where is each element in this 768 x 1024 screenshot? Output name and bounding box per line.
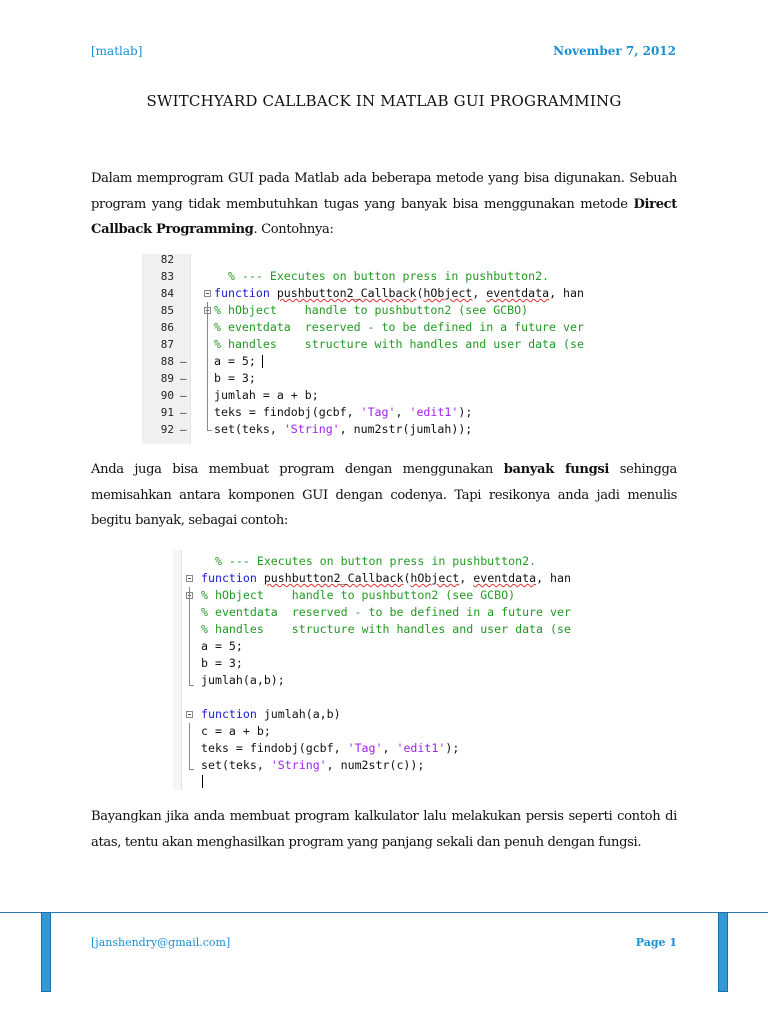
code-line — [142, 319, 612, 336]
code-line — [142, 370, 612, 387]
line-number: 86 — [160, 321, 174, 334]
code-line — [142, 404, 612, 421]
fold-toggle-icon[interactable] — [186, 711, 193, 718]
code-line — [142, 336, 612, 353]
fold-guide-line — [189, 723, 190, 769]
footer-left-bar — [41, 912, 51, 992]
breakpoint-dash: – — [180, 355, 187, 368]
code-text: % --- Executes on button press in pushbutton2. — [201, 554, 537, 568]
code-line — [173, 570, 603, 587]
header-date: November 7, 2012 — [553, 44, 676, 58]
code-line — [173, 604, 603, 621]
code-line — [142, 302, 612, 319]
code-text: % eventdata reserved - to be defined in a future ver — [201, 605, 571, 619]
code-line — [173, 638, 603, 655]
code-text: c = a + b; — [201, 724, 271, 738]
breakpoint-dash: – — [180, 406, 187, 419]
code-line — [142, 353, 612, 370]
paragraph-many-functions-bold: banyak fungsi — [503, 462, 610, 477]
code-screenshot-many-functions — [173, 550, 603, 790]
fold-guide-end — [189, 685, 194, 686]
fold-toggle-icon[interactable] — [204, 290, 211, 297]
code-line — [173, 655, 603, 672]
code-text: function pushbutton2_Callback(hObject, eventdata, han — [214, 286, 584, 300]
code-line — [173, 757, 603, 774]
fold-guide-line — [207, 302, 208, 430]
header-section-label: [matlab] — [91, 44, 143, 58]
page-number: Page 1 — [635, 936, 677, 949]
line-number: 92 — [160, 423, 174, 436]
code-text: set(teks, 'String', num2str(jumlah)); — [214, 422, 473, 436]
code-line — [173, 672, 603, 689]
code-line — [142, 387, 612, 404]
code-text: teks = findobj(gcbf, 'Tag', 'edit1'); — [214, 405, 473, 419]
code-line — [142, 421, 612, 438]
paragraph-intro-bold: Direct Callback Programming — [91, 196, 677, 237]
code-text: % hObject handle to pushbutton2 (see GCBO) — [214, 303, 529, 317]
paragraph-conclusion: Bayangkan jika anda membuat program kalkulator lalu melakukan persis seperti contoh di atas, tentu akan menghasilkan program yang panjang sekali dan penuh dengan fungsi. — [91, 809, 677, 850]
code-text: a = 5; — [201, 639, 243, 653]
code-text: % hObject handle to pushbutton2 (see GCBO) — [201, 588, 516, 602]
code-text: jumlah = a + b; — [214, 388, 319, 402]
code-line — [142, 268, 612, 285]
code-text: jumlah(a,b); — [201, 673, 285, 687]
code-text: function pushbutton2_Callback(hObject, eventdata, han — [201, 571, 571, 585]
paragraph-intro — [91, 166, 677, 243]
paragraph-many-functions-text-b: sehingga memisahkan antara komponen GUI dengan codenya. Tapi resikonya anda jadi menulis begitu banyak, sebagai contoh: — [91, 462, 677, 528]
line-number: 82 — [160, 254, 174, 266]
line-number: 89 — [160, 372, 174, 385]
code-text: % handles structure with handles and user data (se — [201, 622, 571, 636]
code-line — [173, 689, 603, 706]
footer-divider — [0, 912, 768, 913]
code-screenshot-direct-callback — [142, 254, 612, 444]
code-text: a = 5; — [214, 354, 256, 368]
code-text: b = 3; — [214, 371, 256, 385]
fold-guide-end — [207, 430, 212, 431]
code-line — [173, 706, 603, 723]
line-number: 91 — [160, 406, 174, 419]
code-text: b = 3; — [201, 656, 243, 670]
line-number: 88 — [160, 355, 174, 368]
fold-toggle-icon[interactable] — [186, 575, 193, 582]
page-title: SWITCHYARD CALLBACK IN MATLAB GUI PROGRAMMING — [146, 92, 622, 110]
paragraph-intro-text-b: . Contohnya: — [253, 222, 334, 237]
code-line — [173, 723, 603, 740]
paragraph-many-functions-text-a: Anda juga bisa membuat program dengan menggunakan — [91, 462, 504, 477]
code-line — [173, 740, 603, 757]
code-line — [173, 587, 603, 604]
code-line — [173, 621, 603, 638]
text-cursor — [202, 775, 203, 788]
footer-email: [janshendry@gmail.com] — [91, 936, 231, 949]
code-text: % handles structure with handles and user data (se — [214, 337, 584, 351]
fold-guide-end — [189, 769, 194, 770]
text-cursor — [262, 355, 263, 368]
code-text: % --- Executes on button press in pushbutton2. — [214, 269, 550, 283]
breakpoint-dash: – — [180, 389, 187, 402]
code-text: set(teks, 'String', num2str(c)); — [201, 758, 425, 772]
breakpoint-dash: – — [180, 423, 187, 436]
paragraph-many-functions — [91, 457, 677, 534]
code-text: % eventdata reserved - to be defined in a future ver — [214, 320, 584, 334]
line-number: 85 — [160, 304, 174, 317]
breakpoint-dash: – — [180, 372, 187, 385]
footer-right-bar — [718, 912, 728, 992]
line-number: 90 — [160, 389, 174, 402]
code-line — [173, 553, 603, 570]
line-number: 87 — [160, 338, 174, 351]
code-text: teks = findobj(gcbf, 'Tag', 'edit1'); — [201, 741, 460, 755]
code-line — [142, 285, 612, 302]
code-line — [142, 254, 612, 268]
fold-guide-line — [189, 587, 190, 685]
line-number: 83 — [160, 270, 174, 283]
line-number: 84 — [160, 287, 174, 300]
paragraph-intro-text-a: Dalam memprogram GUI pada Matlab ada beberapa metode yang bisa digunakan. Sebuah program yang tidak membutuhkan tugas yang banyak bisa menggunakan metode — [91, 171, 677, 212]
code-text: function jumlah(a,b) — [201, 707, 341, 721]
